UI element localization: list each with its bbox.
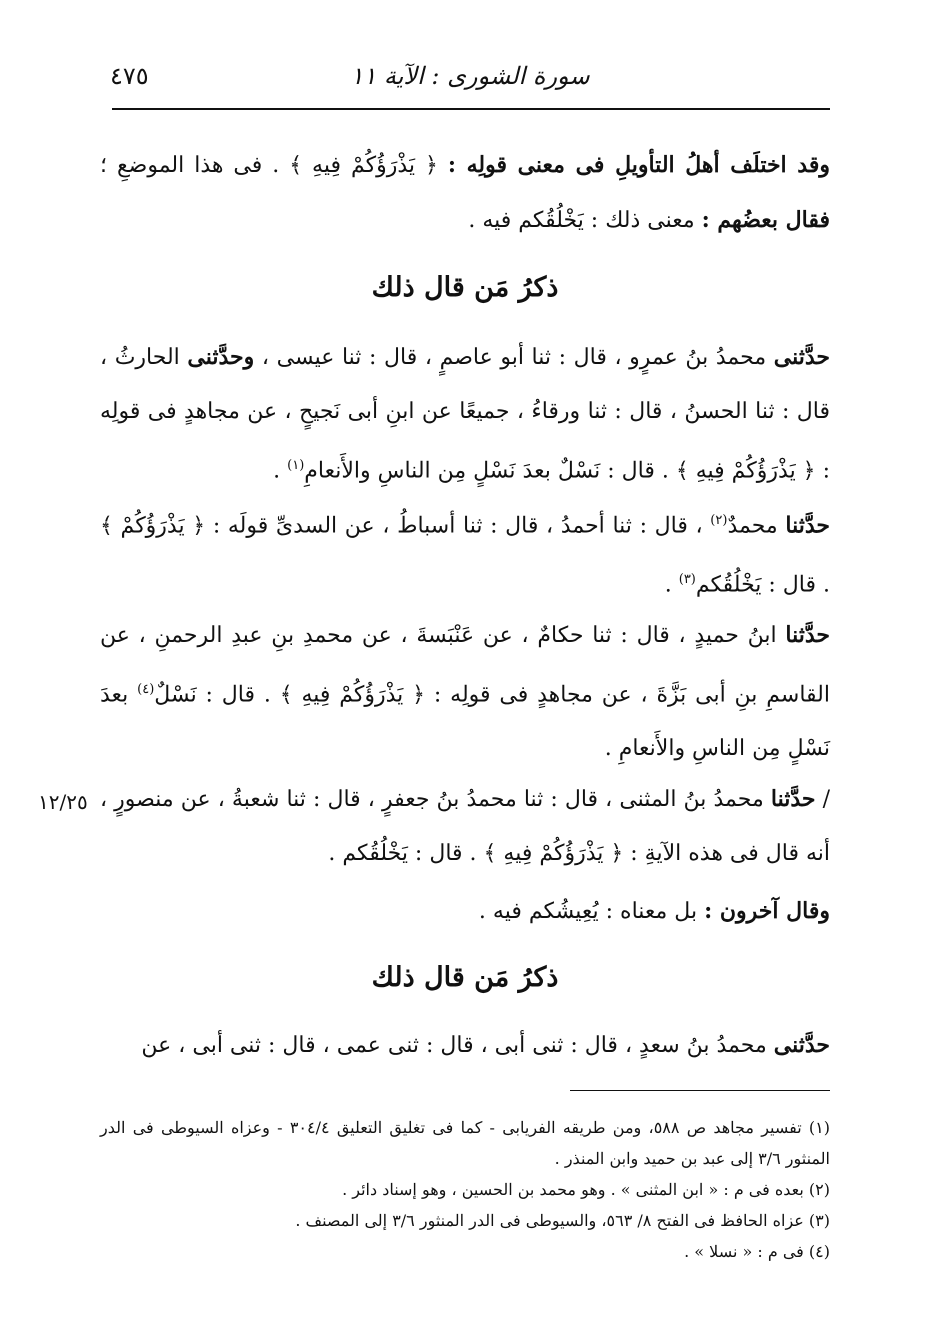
p3-footnote-ref-2: (٣) <box>678 572 696 588</box>
p1-lead: وقد اختلَف أهلُ التأويلِ فى معنى قولِه : <box>447 152 830 178</box>
paragraph-4 <box>100 608 830 776</box>
header-rule <box>112 108 830 110</box>
p1-tail: . فى هذا الموضعِ ؛ <box>100 153 280 178</box>
paragraph-7 <box>100 1018 830 1073</box>
p5-text1: محمدُ بنُ المثنى ، قال : ثنا محمدُ بنُ جعفرٍ ، قال : ثنا شعبةُ ، عن منصورٍ ، أنه قال فى هذه الآيةِ : <box>100 787 830 866</box>
p3-lead: حدَّثنا <box>785 512 830 539</box>
section-heading-1: ذكرُ مَن قال ذلك <box>371 272 559 303</box>
p5-quran-quote: ﴿ يَذْرَؤُكُمْ فِيهِ ﴾ <box>483 841 624 866</box>
p4-quran-quote: ﴿ يَذْرَؤُكُمْ فِيهِ ﴾ <box>279 682 426 708</box>
p4-lead: حدَّثنا <box>785 622 830 648</box>
footnotes <box>100 1112 830 1267</box>
paragraph-5 <box>100 772 830 881</box>
p2-lead: حدَّثنى <box>773 344 831 370</box>
paragraph-2 <box>100 330 830 498</box>
footnote-rule <box>570 1090 830 1091</box>
p4-footnote-ref: (٤) <box>137 682 155 697</box>
p5-lead: حدَّثنا <box>770 786 816 812</box>
p4-text3: بعدَ نَسْلٍ مِن الناسِ والأَنعامِ . <box>100 682 830 762</box>
footnote-3: (٣) عزاه الحافظ فى الفتح ٨/ ٥٦٣، والسيوطى فى الدر المنثور ٣/٦ إلى المصنف . <box>295 1211 830 1230</box>
p3-footnote-ref-1: (٢) <box>710 513 728 528</box>
paragraph-1 <box>100 138 830 248</box>
p3-text1: محمدٌ <box>727 513 778 539</box>
p4-text2: . قال : نَسْلٌ <box>154 682 271 708</box>
p5-text2: . قال : يَخْلُقُكم . <box>328 841 477 866</box>
p2-text3: . قال : نَسْلٌ بعدَ نَسْلٍ مِن الناسِ والأَنعامِ <box>304 458 669 484</box>
p3-text2: ، قال : ثنا أحمدُ ، قال : ثنا أسباطُ ، عن السدىِّ قولَه : <box>212 513 703 539</box>
footnote-2: (٢) بعده فى م : « ابن المثنى » . وهو محمد بن الحسين ، وهو إسناد دائر . <box>342 1180 830 1199</box>
p2-text1: محمدُ بنُ عمرٍو ، قال : ثنا أبو عاصمٍ ، قال : ثنا عيسى ، <box>261 345 767 370</box>
p6-lead: وقال آخرون : <box>704 898 830 924</box>
page-number: ٤٧٥ <box>110 62 149 90</box>
p2-footnote-ref: (١) <box>287 458 305 473</box>
p6-text: بل معناه : يُعِيشُكم فيه . <box>478 899 698 924</box>
paragraph-6 <box>100 884 830 939</box>
p1-quran-quote: ﴿ يَذْرَؤُكُمْ فِيهِ ﴾ <box>289 153 438 178</box>
p1-tail2: معنى ذلك : يَخْلُقُكم فيه . <box>468 208 695 233</box>
p4-text1: ابنُ حميدٍ ، قال : ثنا حكامٌ ، عن عَنْبَسةَ ، عن محمدِ بنِ عبدِ الرحمنِ ، عن القاسمِ بنِ أبى بَزَّةَ ، عن مجاهدٍ فى قولِه : <box>100 623 830 708</box>
p2-lead2: وحدَّثنى <box>187 344 255 370</box>
paragraph-3 <box>100 494 830 613</box>
section-heading-2: ذكرُ مَن قال ذلك <box>371 962 559 993</box>
p7-text: محمدُ بنُ سعدٍ ، قال : ثنى أبى ، قال : ثنى عمى ، قال : ثنى أبى ، عن <box>141 1033 767 1058</box>
p2-text2: الحارثُ ، قال : ثنا الحسنُ ، قال : ثنا ورقاءُ ، جميعًا عن ابنِ أبى نَجيحٍ ، عن مجاهدٍ فى قولِه : <box>100 345 830 484</box>
footnote-1: (١) تفسير مجاهد ص ٥٨٨، ومن طريقه الفريابى - كما فى تغليق التعليق ٣٠٤/٤ - وعزاه السيوطى فى الدر المنثور ٣/٦ إلى عبد بن حميد وابن المنذر . <box>100 1118 831 1168</box>
footnote-4: (٤) فى م : « نسلا » . <box>684 1242 830 1261</box>
running-header <box>110 62 830 98</box>
p2-quran-quote: ﴿ يَذْرَؤُكُمْ فِيهِ ﴾ <box>675 458 816 484</box>
p1-lead2: فقال بعضُهم : <box>701 207 830 233</box>
p3-text3: . قال : يَخْلُقُكم <box>695 572 830 598</box>
p5-slash: / <box>822 787 830 812</box>
p7-lead: حدَّثنى <box>773 1032 830 1058</box>
margin-volume-reference: ١٢/٢٥ <box>38 790 88 814</box>
p3-quran-quote: ﴿ يَذْرَؤُكُمْ ﴾ <box>100 513 206 539</box>
p2-end: . <box>273 458 288 484</box>
p3-end: . <box>664 572 679 598</box>
running-title: سورة الشورى : الآية ١١ <box>350 62 590 90</box>
